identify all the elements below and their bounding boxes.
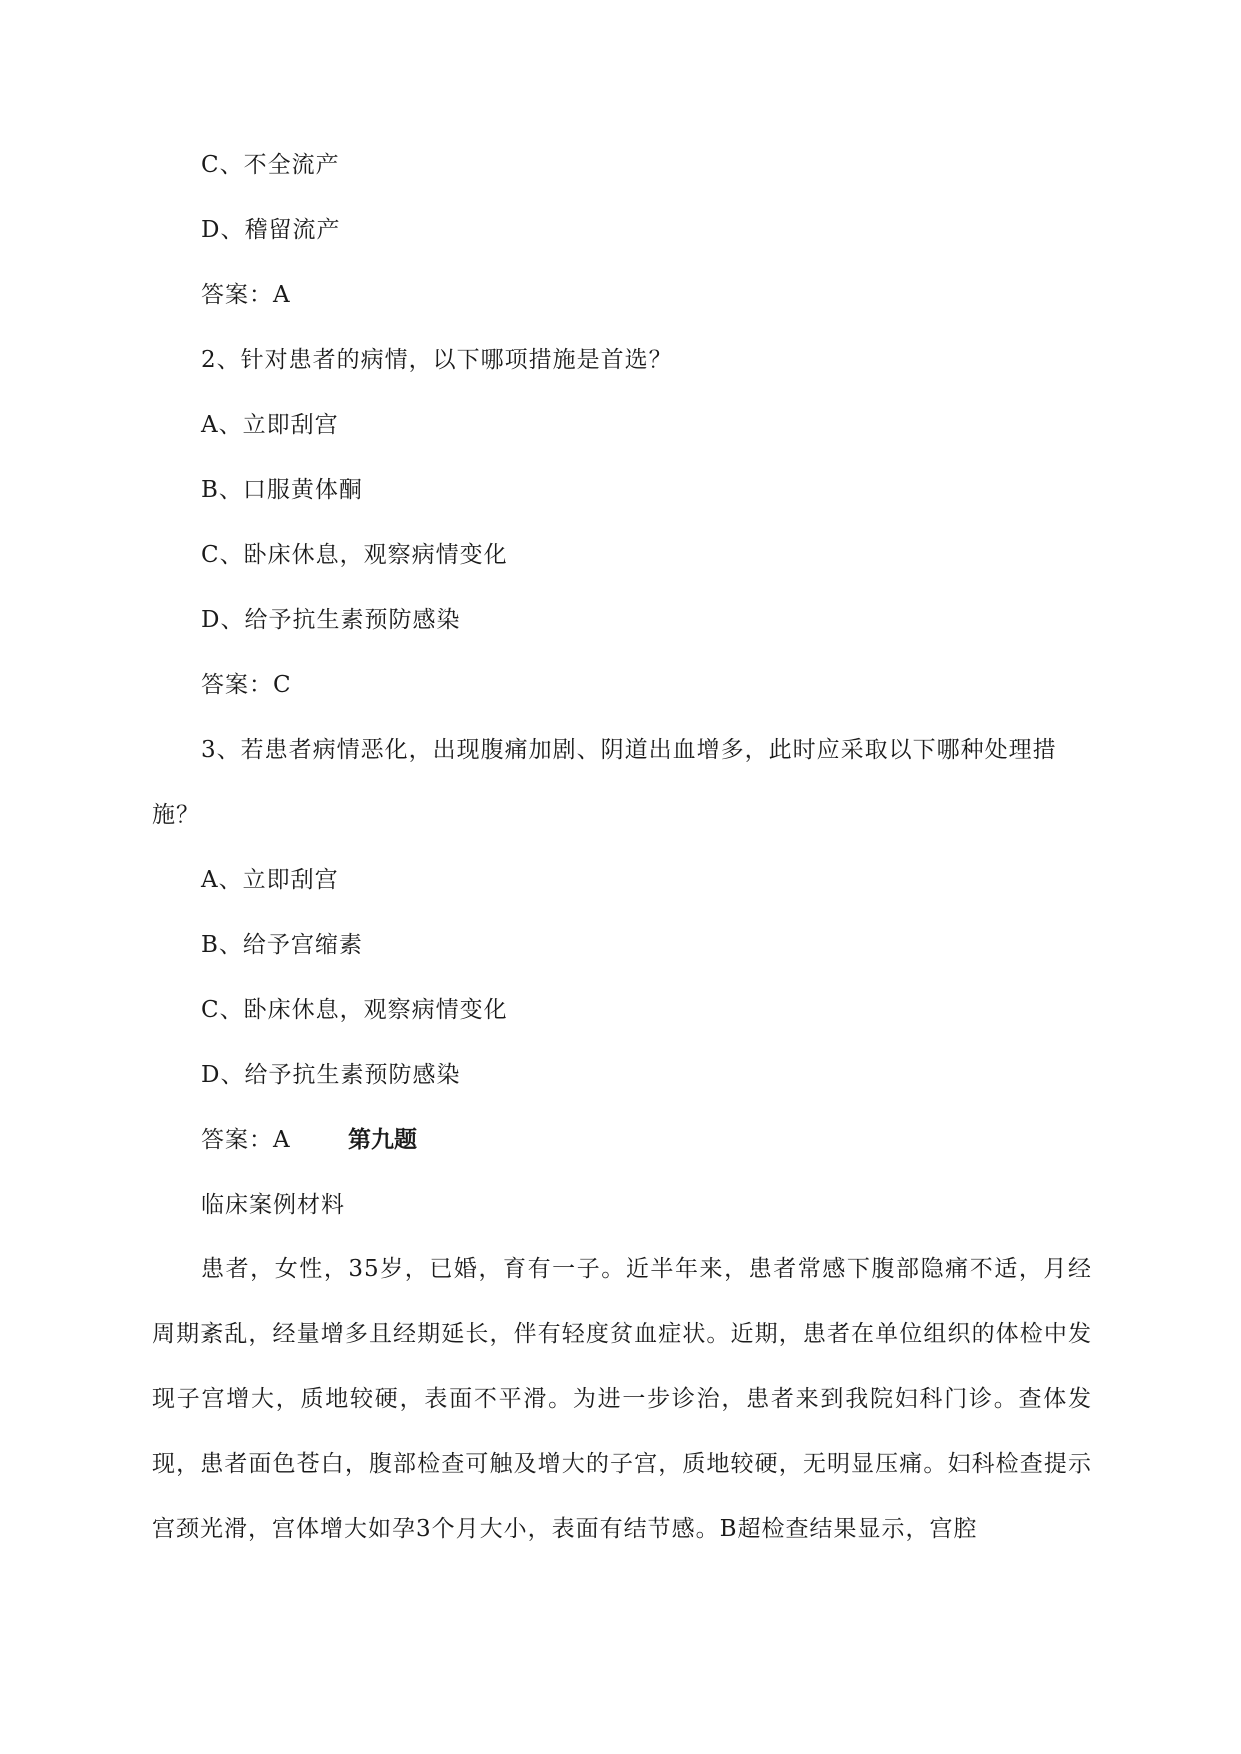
q2-answer: 答案：C [201, 672, 292, 698]
case-paragraph: 患者，女性，35岁，已婚，育有一子。近半年来，患者常感下腹部隐痛不适，月经周期紊乱，经量增多且经期延长，伴有轻度贫血症状。近期，患者在单位组织的体检中发现子宫增大，质地较硬，表面不平滑。为进一步诊治，患者来到我院妇科门诊。查体发现，患者面色苍白，腹部检查可触及增大的子宫，质地较硬，无明显压痛。妇科检查提示宫颈光滑，宫体增大如孕3个月大小，表面有结节感。B超检查结果显示，宫腔 [152, 1256, 1092, 1542]
q3-answer: 答案：A [201, 1127, 291, 1153]
question-2: 2、针对患者的病情，以下哪项措施是首选？ [201, 347, 673, 373]
option-d: D、稽留流产 [201, 217, 341, 243]
section-heading: 第九题 [348, 1127, 417, 1153]
q3-option-c: C、卧床休息，观察病情变化 [201, 997, 508, 1023]
q3-option-d: D、给予抗生素预防感染 [201, 1062, 461, 1088]
q2-option-c: C、卧床休息，观察病情变化 [201, 542, 508, 568]
option-c: C、不全流产 [201, 152, 340, 178]
q3-option-a: A、立即刮宫 [201, 867, 339, 893]
answer: 答案：A [201, 282, 291, 308]
q2-option-b: B、口服黄体酮 [201, 477, 363, 503]
q2-option-d: D、给予抗生素预防感染 [201, 607, 461, 633]
question-3-line1: 3、若患者病情恶化，出现腹痛加剧、阴道出血增多，此时应采取以下哪种处理措 [201, 737, 1057, 763]
question-3-line2: 施？ [152, 802, 200, 828]
q2-option-a: A、立即刮宫 [201, 412, 339, 438]
q3-option-b: B、给予宫缩素 [201, 932, 363, 958]
case-subtitle: 临床案例材料 [201, 1192, 345, 1218]
